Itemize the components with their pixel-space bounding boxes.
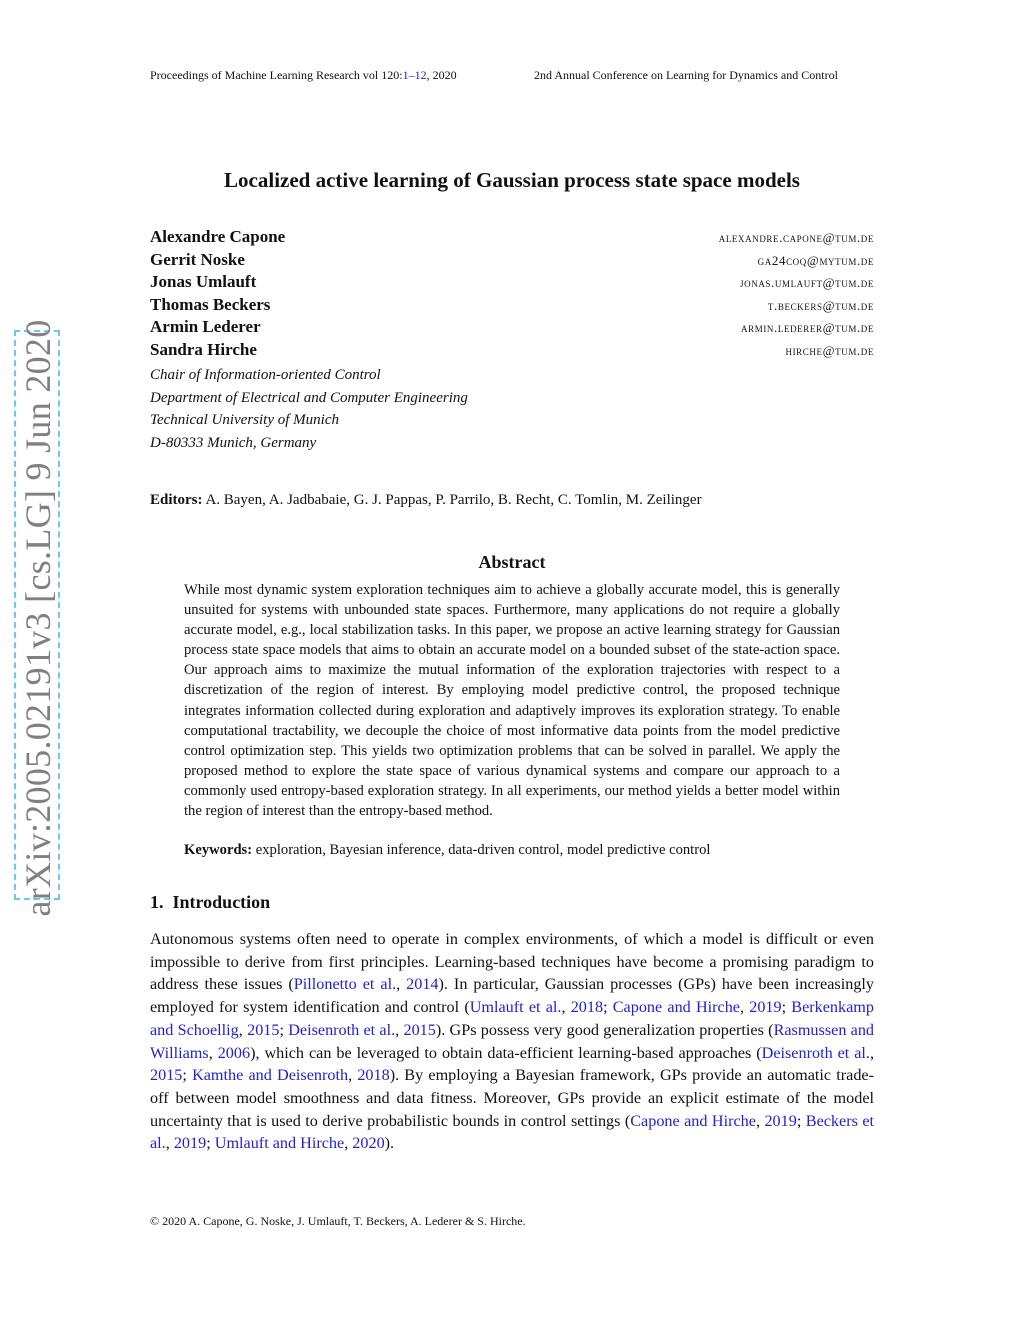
author-list	[150, 227, 874, 363]
citation-year-link[interactable]: 2015	[150, 1066, 183, 1085]
arxiv-identifier[interactable]: arXiv:2005.02191v3 [cs.LG] 9 Jun 2020	[18, 319, 58, 917]
author-name: Gerrit Noske	[150, 249, 245, 269]
citation-link[interactable]: Berkenkamp and Schoellig	[150, 998, 874, 1039]
affiliation-block	[150, 364, 468, 455]
citation-year-link[interactable]: 2019	[173, 1134, 207, 1153]
citation-link[interactable]: Kamthe and Deisenroth	[192, 1066, 349, 1085]
author-email: armin.lederer@tum.de	[741, 320, 874, 336]
editors-names: A. Bayen, A. Jadbabaie, G. J. Pappas, P. Parrilo, B. Recht, C. Tomlin, M. Zeilinger	[205, 492, 702, 508]
editors-label: Editors:	[150, 492, 203, 508]
citation-year-link[interactable]: 2006	[217, 1043, 251, 1062]
author-email: alexandre.capone@tum.de	[718, 230, 874, 245]
author-email: jonas.umlauft@tum.de	[740, 275, 874, 291]
citation-year-link[interactable]: 2015	[403, 1020, 436, 1039]
author-row	[150, 227, 874, 250]
intro-text: ).	[384, 1134, 395, 1153]
section-heading-introduction	[150, 892, 270, 913]
author-name: Thomas Beckers	[150, 294, 271, 314]
citation-link[interactable]: Rasmussen and Williams	[150, 1020, 875, 1062]
author-row	[150, 272, 874, 295]
citation-year-link[interactable]: 2019	[764, 1111, 797, 1130]
running-header-left	[150, 68, 457, 83]
citation-link[interactable]: Deisenroth et al.	[288, 1020, 396, 1039]
intro-text: ), which can be leveraged to obtain data-efficient learning-based approaches (	[250, 1043, 762, 1062]
intro-text: ). In particular, Gaussian processes (GPs) have been increasingly employed for system identification and control (	[150, 975, 875, 1017]
author-email: hirche@tum.de	[785, 342, 874, 358]
intro-text: ). GPs possess very good generalization properties (	[435, 1020, 774, 1039]
author-name: Armin Lederer	[150, 317, 261, 337]
introduction-paragraph: Autonomous systems often need to operate in complex environments, of which a model is difficult or even impossible to derive from first principles. Learning-based techniques have become a promising paradigm to address these issues (Pillonetto et al., 2014). In particular, Gaussian processes (GPs) have been increasingly employed for system identification and control (Umlauft et al., 2018; Capone and Hirche, 2019; Berkenkamp and Schoellig, 2015; Deisenroth et al., 2015). GPs possess very good generalization properties (Rasmussen and Williams, 2006), which can be leveraged to obtain data-efficient learning-based approaches (Deisenroth et al., 2015; Kamthe and Deisenroth, 2018). By employing a Bayesian framework, GPs provide an automatic trade-off between model smoothness and data fitness. Moreover, GPs provide an explicit estimate of the model uncertainty that is used to derive probabilistic bounds in control settings (Capone and Hirche, 2019; Beckers et al., 2019; Umlauft and Hirche, 2020).	[150, 930, 875, 1153]
citation-year-link[interactable]: 2015	[247, 1020, 280, 1039]
keywords-label: Keywords:	[184, 842, 253, 858]
author-name: Alexandre Capone	[150, 227, 286, 246]
header-proceedings: Proceedings of Machine Learning Research vol 120:	[150, 68, 403, 82]
author-name: Sandra Hirche	[150, 339, 257, 359]
author-row	[150, 250, 874, 273]
abstract-heading: Abstract	[478, 552, 546, 572]
author-email: ga24coq@mytum.de	[757, 252, 874, 268]
citation-link[interactable]: Beckers et al.	[150, 1111, 875, 1153]
keywords-line	[184, 842, 840, 859]
header-page-range-link[interactable]: 1–12	[402, 68, 427, 82]
citation-year-link[interactable]: 2020	[352, 1134, 385, 1153]
copyright-footer: © 2020 A. Capone, G. Noske, J. Umlauft, T. Beckers, A. Lederer & S. Hirche.	[150, 1214, 526, 1228]
author-row	[150, 295, 874, 318]
citation-link[interactable]: Umlauft et al.	[469, 998, 562, 1017]
citation-link[interactable]: Capone and Hirche	[612, 998, 740, 1017]
affiliation-line: Technical University of Munich	[150, 412, 339, 429]
author-row	[150, 340, 874, 363]
editors-line	[150, 492, 702, 509]
affiliation-line: Chair of Information-oriented Control	[150, 367, 381, 383]
paper-title: Localized active learning of Gaussian process state space models	[224, 168, 800, 192]
citation-link[interactable]: Deisenroth et al.	[761, 1043, 870, 1062]
author-email: t.beckers@tum.de	[767, 297, 874, 313]
arxiv-stamp[interactable]	[14, 319, 60, 917]
citation-year-link[interactable]: 2018	[357, 1066, 390, 1085]
author-name: Jonas Umlauft	[150, 272, 257, 292]
author-row	[150, 317, 874, 340]
affiliation-line: Department of Electrical and Computer Engineering	[150, 389, 468, 406]
citation-year-link[interactable]: 2019	[749, 998, 782, 1017]
citation-link[interactable]: Pillonetto et al.	[293, 975, 397, 994]
citation-link[interactable]: Capone and Hirche	[630, 1111, 756, 1130]
citation-link[interactable]: Umlauft and Hirche	[214, 1134, 345, 1153]
affiliation-line: D-80333 Munich, Germany	[150, 435, 317, 452]
header-year: , 2020	[426, 68, 457, 82]
section-number: 1.	[150, 892, 164, 912]
intro-text: ). By employing a Bayesian framework, GPs provide an automatic trade-off between model smoothness and data fitness. Moreover, GPs provide an explicit estimate of the model uncertainty that is used to derive probabilistic bounds in control settings (	[150, 1066, 874, 1130]
section-title: Introduction	[172, 892, 271, 912]
citation-year-link[interactable]: 2018	[570, 998, 604, 1017]
abstract-text: While most dynamic system exploration techniques aim to achieve a globally accurate model, this is generally unsuited for systems with unbounded state spaces. Furthermore, many applications do not require a globally accurate model, e.g., local stabilization tasks. In this paper, we propose an active learning strategy for Gaussian process state space models that aims to obtain an accurate model on a bounded subset of the state-action space. Our approach aims to maximize the mutual information of the exploration trajectories with respect to a discretization of the region of interest. By employing model predictive control, the proposed technique integrates information collected during exploration and adaptively improves its exploration strategy. To enable computational tractability, we decouple the choice of most informative data points from the model predictive control optimization step. This yields two optimization problems that can be solved in parallel. We apply the proposed method to explore the state space of various dynamical systems and compare our approach to a commonly used entropy-based exploration strategy. In all experiments, our method yields a better model within the region of interest than the entropy-based method.	[184, 582, 840, 820]
running-header-right: 2nd Annual Conference on Learning for Dynamics and Control	[534, 68, 838, 82]
citation-year-link[interactable]: 2014	[406, 975, 439, 994]
keywords-text: exploration, Bayesian inference, data-driven control, model predictive control	[255, 842, 711, 858]
intro-text: Autonomous systems often need to operate in complex environments, of which a model is difficult or even impossible to derive from first principles. Learning-based techniques have become a promising paradigm to address these issues (	[150, 930, 874, 994]
